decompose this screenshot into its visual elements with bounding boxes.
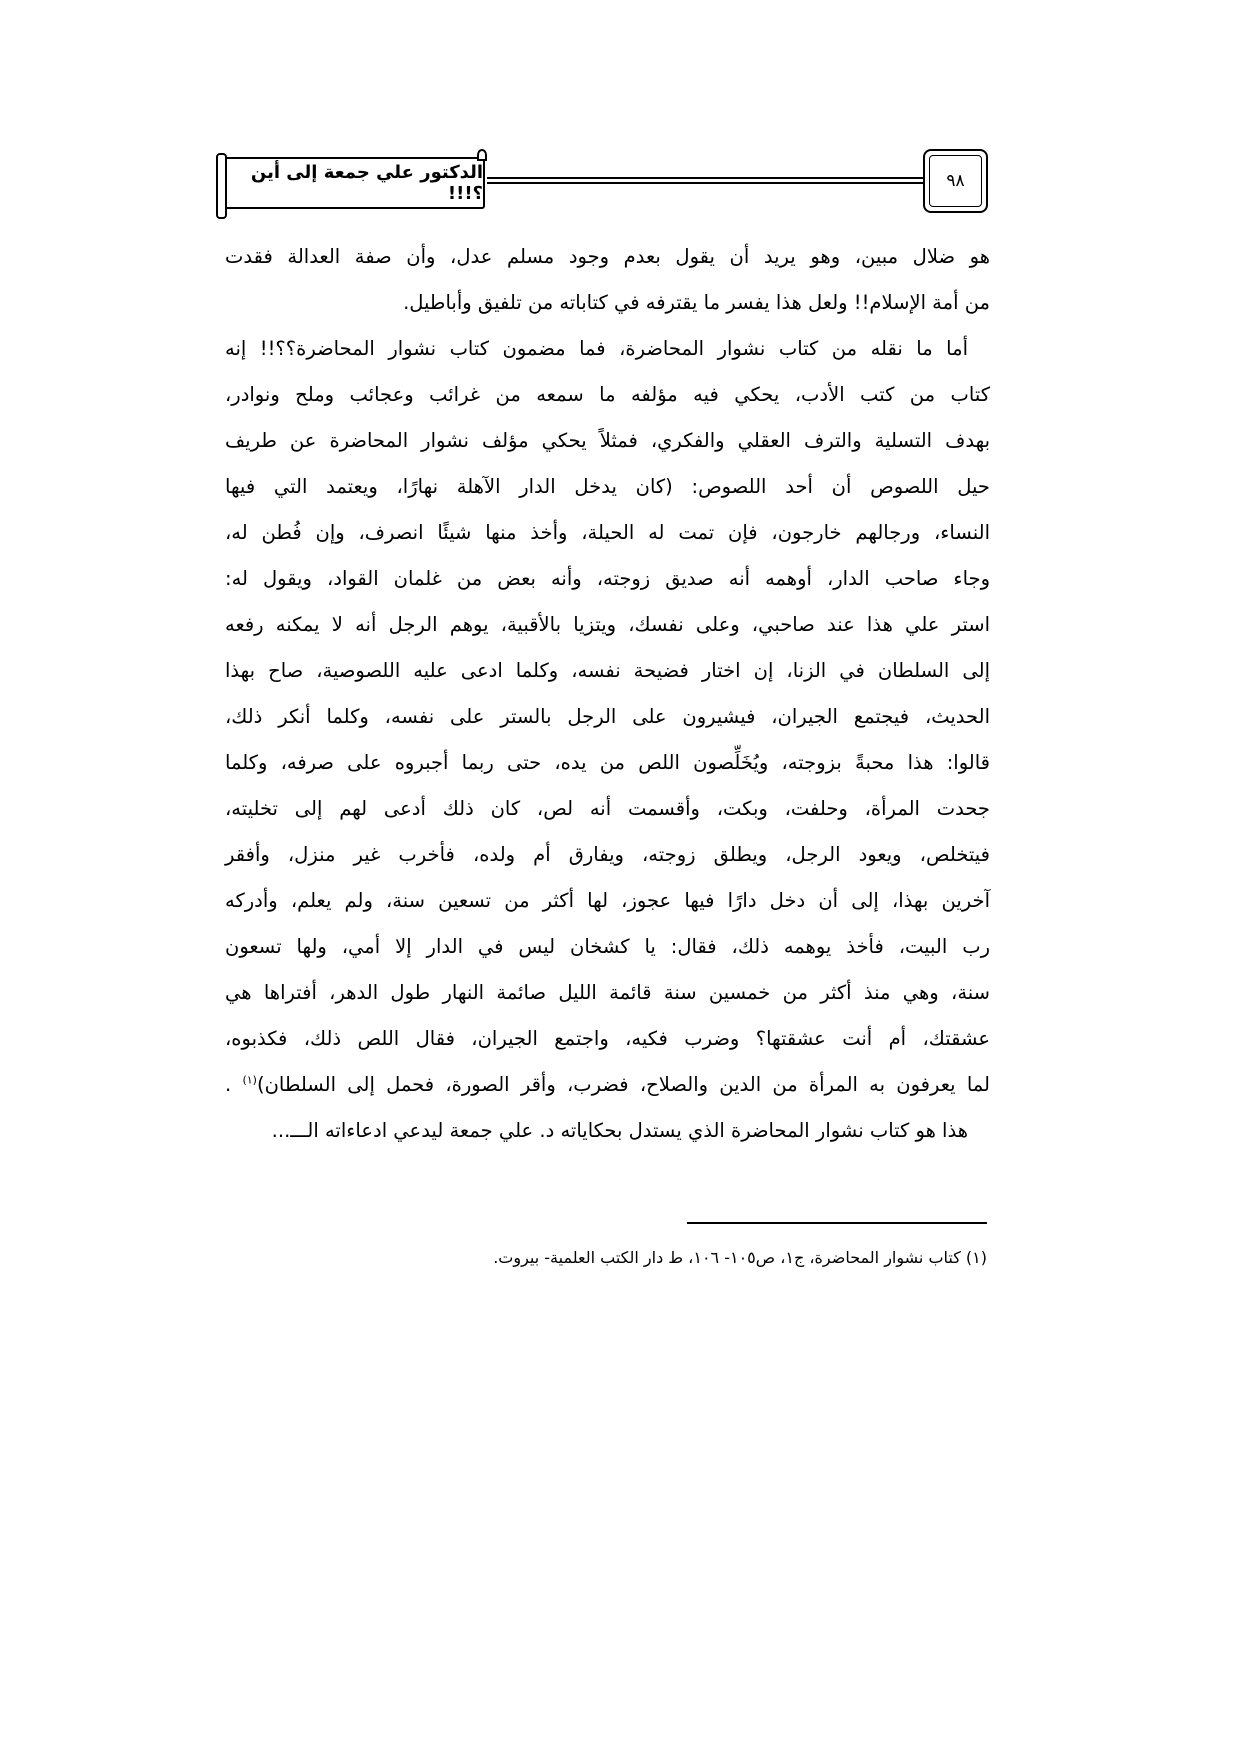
text-line: حيل اللصوص أن أحد اللصوص: (كان يدخل الدار الآهلة نهارًا، ويعتمد التي فيها [225, 475, 990, 498]
text-line: إلى السلطان في الزنا، إن اختار فضيحة نفسه، وكلما ادعى عليه اللصوصية، صاح بهذا [225, 659, 990, 682]
text-line: هذا هو كتاب نشوار المحاضرة الذي يستدل بحكاياته د. علي جمعة ليدعي ادعاءاته الـــ... [271, 1119, 968, 1142]
text-line-content: لما يعرفون به المرأة من الدين والصلاح، فضرب، وأقر الصورة، فحمل إلى السلطان) [256, 1073, 990, 1096]
text-line: عشقتك، أم أنت عشقتها؟ وضرب فكيه، واجتمع الجيران، فقال اللص ذلك، فكذبوه، [225, 1027, 990, 1050]
page-number: ٩٨ [946, 171, 965, 191]
running-title-banner [220, 157, 485, 209]
text-line: آخرين بهذا، إلى أن دخل دارًا فيها عجوز، لها أكثر من تسعين سنة، ولم يعلم، وأدركه [225, 889, 990, 912]
text-line: استر علي هذا عند صاحبي، وعلى نفسك، ويتزيا بالأقبية، يوهم الرجل أنه لا يمكنه رفعه [225, 613, 990, 636]
footnote-reference[interactable]: (١) [242, 1073, 257, 1087]
footnote-separator [687, 1222, 987, 1224]
text-line: فيتخلص، ويعود الرجل، ويطلق زوجته، ويفارق أم ولده، فأخرب غير منزل، وأفقر [225, 843, 990, 866]
text-line: هو ضلال مبين، وهو يريد أن يقول بعدم وجود مسلم عدل، وأن صفة العدالة فقدت [225, 245, 990, 268]
footnote: (١) كتاب نشوار المحاضرة، ج١، ص١٠٥- ١٠٦، ط دار الكتب العلمية- بيروت. [493, 1248, 987, 1267]
text-line: النساء، ورجالهم خارجون، فإن تمت له الحيلة، وأخذ منها شيئًا انصرف، وإن فُطن له، [225, 521, 990, 544]
text-line: من أمة الإسلام!! ولعل هذا يفسر ما يقترفه في كتاباته من تلفيق وأباطيل. [403, 291, 990, 314]
text-line: جحدت المرأة، وحلفت، وبكت، وأقسمت أنه لص، كان ذلك أدعى لهم إلى تخليته، [225, 797, 990, 820]
text-line: الحديث، فيجتمع الجيران، فيشيرون على الرجل بالستر على نفسه، وكلما أنكر ذلك، [225, 705, 990, 728]
text-line: بهدف التسلية والترف العقلي والفكري، فمثلاً يحكي مؤلف نشوار المحاضرة عن طريف [225, 429, 990, 452]
line-end-period: . [225, 1073, 232, 1096]
text-line: أما ما نقله من كتاب نشوار المحاضرة، فما مضمون كتاب نشوار المحاضرة؟؟!! إنه [225, 337, 968, 360]
text-line: سنة، وهي منذ أكثر من خمسين سنة قائمة الليل صائمة النهار طول الدهر، أفتراها هي [225, 981, 990, 1004]
running-title: الدكتور علي جمعة إلى أين ؟!!! [250, 162, 483, 204]
text-line: كتاب من كتب الأدب، يحكي فيه مؤلفه ما سمعه من غرائب وعجائب وملح ونوادر، [225, 383, 990, 406]
body-text [225, 234, 990, 1154]
page-number-frame [923, 149, 988, 213]
text-line: رب البيت، فأخذ يوهمه ذلك، فقال: يا كشخان ليس في الدار إلا أمي، ولها تسعون [225, 935, 990, 958]
text-line: وجاء صاحب الدار، أوهمه أنه صديق زوجته، وأنه بعض من غلمان القواد، ويقول له: [225, 567, 990, 590]
text-line: قالوا: هذا محبةً بزوجته، ويُخَلِّصون اللص من يده، حتى ربما أجبروه على صرفه، وكلما [225, 751, 990, 774]
text-line [225, 1062, 990, 1108]
header-double-rule [487, 177, 923, 184]
